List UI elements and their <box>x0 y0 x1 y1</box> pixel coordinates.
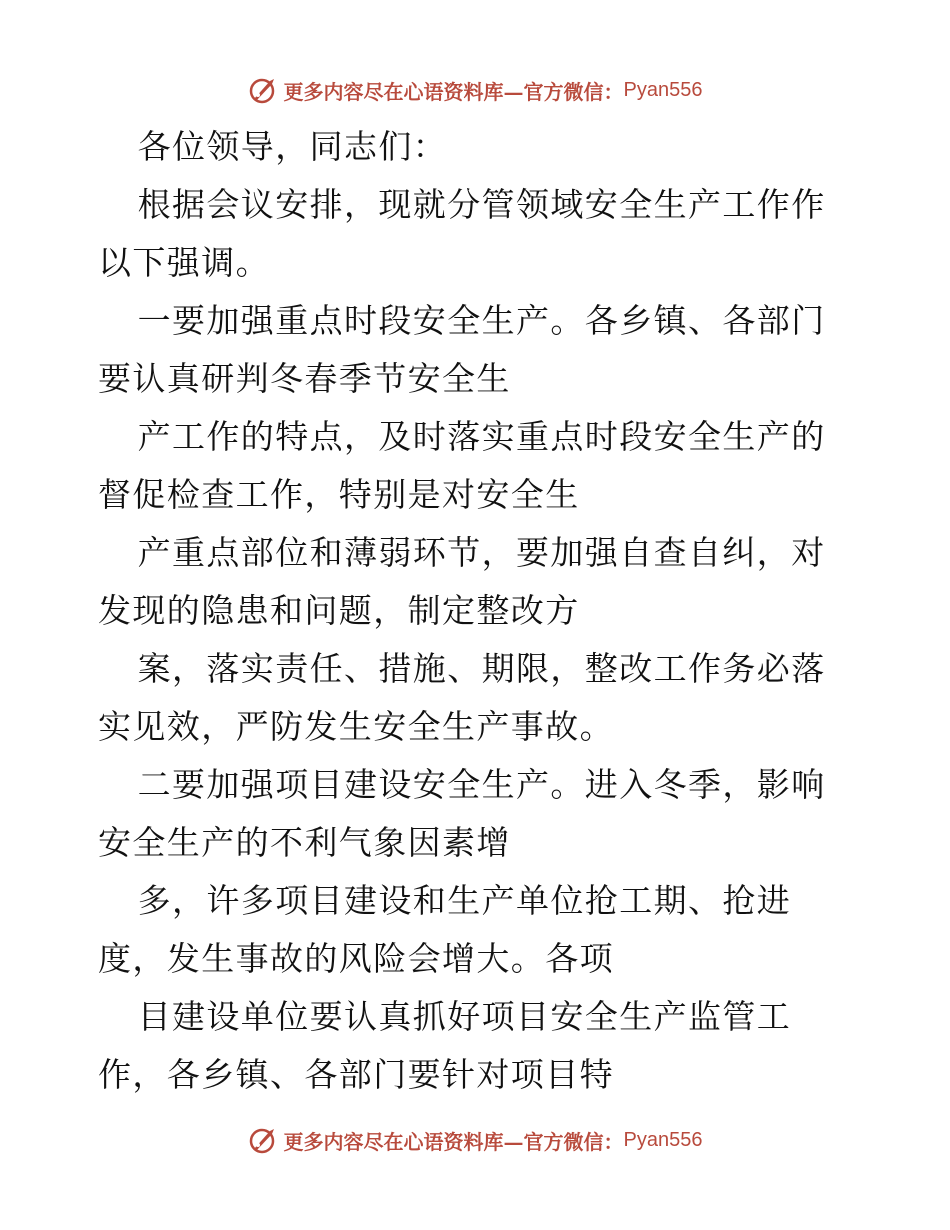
paragraph: 一要加强重点时段安全生产。各乡镇、各部门要认真研判冬春季节安全生 <box>98 301 826 398</box>
header-banner-text: 更多内容尽在心语资料库—官方微信： <box>283 79 624 104</box>
paragraph: 多，许多项目建设和生产单位抢工期、抢进度，发生事故的风险会增大。各项 <box>98 881 792 978</box>
document-body <box>98 118 858 1104</box>
paragraph: 目建设单位要认真抓好项目安全生产监管工作，各乡镇、各部门要针对项目特 <box>98 997 792 1094</box>
paragraph: 二要加强项目建设安全生产。进入冬季，影响安全生产的不利气象因素增 <box>98 765 826 862</box>
paragraph: 产工作的特点，及时落实重点时段安全生产的督促检查工作，特别是对安全生 <box>98 417 826 514</box>
footer-banner-text: 更多内容尽在心语资料库—官方微信： <box>283 1129 624 1154</box>
quill-pen-logo-icon <box>248 1125 278 1155</box>
header-banner-wechat: Pyan556 <box>623 78 703 101</box>
quill-pen-logo-icon <box>248 75 278 105</box>
header-banner <box>0 70 950 110</box>
footer-banner-wechat: Pyan556 <box>623 1128 703 1151</box>
paragraph: 案，落实责任、措施、期限，整改工作务必落实见效，严防发生安全生产事故。 <box>98 649 826 746</box>
paragraph: 各位领导，同志们： <box>137 127 448 166</box>
paragraph: 产重点部位和薄弱环节，要加强自查自纠，对发现的隐患和问题，制定整改方 <box>98 533 826 630</box>
footer-banner <box>0 1120 950 1160</box>
paragraph: 根据会议安排，现就分管领域安全生产工作作以下强调。 <box>98 185 826 282</box>
